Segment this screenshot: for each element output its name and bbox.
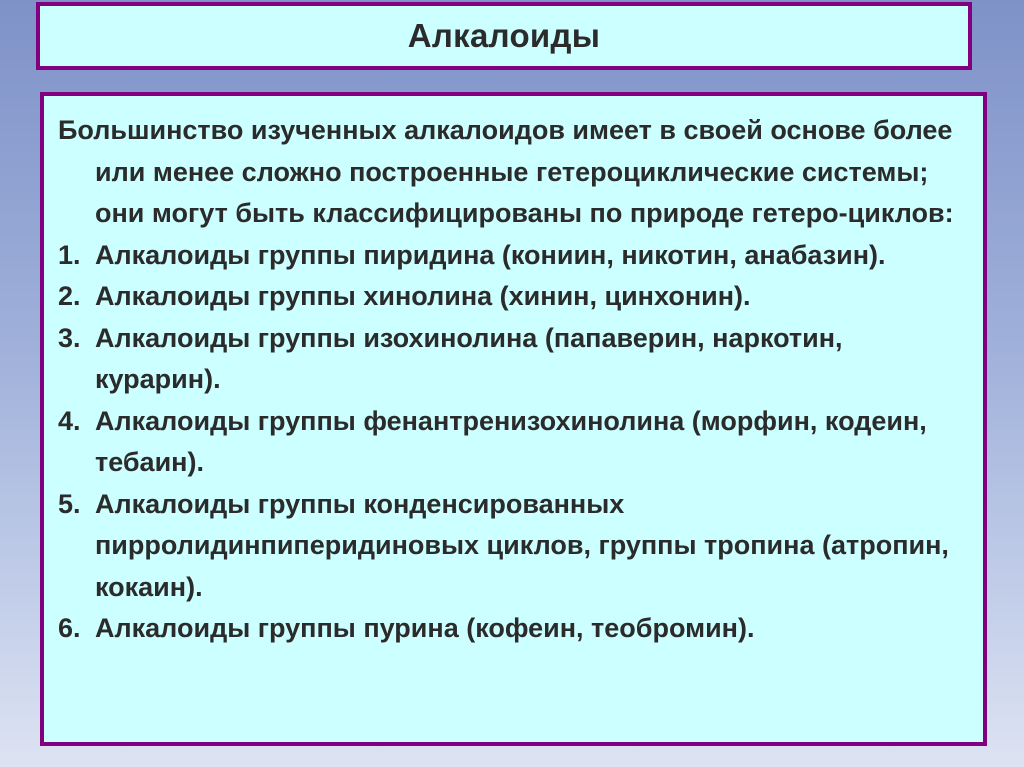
- list-item: [58, 484, 973, 609]
- slide-title: Алкалоиды: [407, 17, 601, 54]
- content-box: [40, 92, 987, 746]
- content-text: [58, 110, 973, 650]
- list-item: [58, 235, 973, 277]
- list-item-text: Алкалоиды группы фенантренизохинолина (морфин, кодеин, тебаин).: [95, 405, 927, 477]
- list-item-number: 3.: [58, 322, 81, 353]
- intro-paragraph: Большинство изученных алкалоидов имеет в своей основе более или менее сложно построенные гетероциклические системы; они могут быть классифицированы по природе гетеро-циклов:: [58, 115, 954, 228]
- list-item: [58, 276, 973, 318]
- list-item-text: Алкалоиды группы пиридина (кониин, никотин, анабазин).: [95, 239, 886, 270]
- alkaloid-group-list: [58, 235, 973, 650]
- list-item: [58, 401, 973, 484]
- list-item-number: 4.: [58, 405, 81, 436]
- list-item-number: 6.: [58, 613, 81, 643]
- list-item: [58, 608, 973, 650]
- list-item-text: Алкалоиды группы конденсированных пирролидинпиперидиновых циклов, группы тропина (атропин, кокаин).: [95, 488, 949, 602]
- list-item-number: 1.: [58, 239, 81, 270]
- title-box: [36, 2, 972, 70]
- list-item: [58, 318, 973, 401]
- list-item-text: Алкалоиды группы хинолина (хинин, цинхонин).: [95, 281, 751, 311]
- list-item-number: 5.: [58, 488, 81, 519]
- list-item-text: Алкалоиды группы пурина (кофеин, теобромин).: [95, 613, 755, 643]
- list-item-number: 2.: [58, 281, 81, 311]
- list-item-text: Алкалоиды группы изохинолина (папаверин, наркотин, курарин).: [95, 322, 843, 394]
